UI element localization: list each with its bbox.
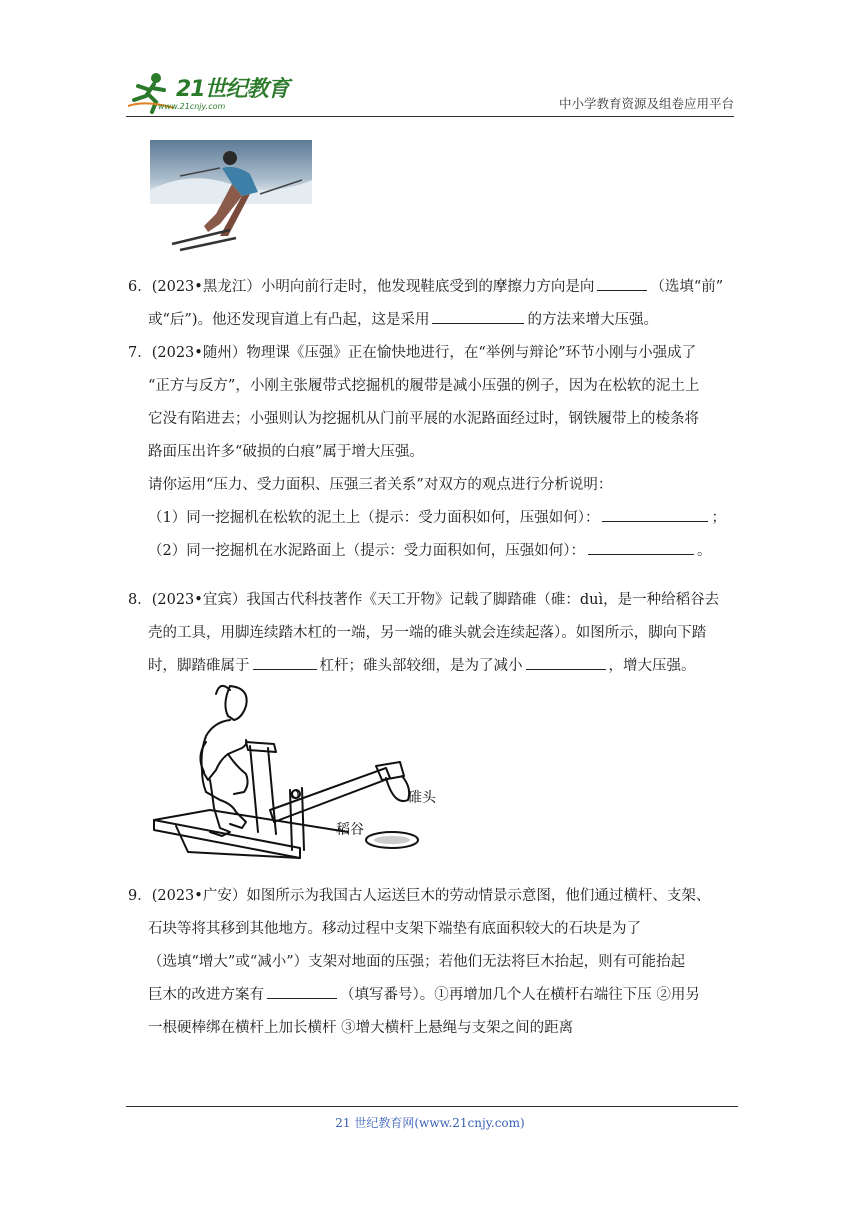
question-7 [128, 337, 738, 568]
q7-sub1-end: ； [711, 510, 726, 526]
q6-text-2: （选填“前” [650, 279, 724, 295]
question-8 [128, 584, 738, 683]
pestle-head-label: 碓头 [408, 790, 436, 806]
q6-text-1: 6．(2023•黑龙江）小明向前行走时，他发现鞋底受到的摩擦力方向是向 [128, 279, 595, 295]
q8-text-1: 时，脚踏碓属于 [148, 658, 250, 674]
q9-line-4 [128, 979, 738, 1012]
page-footer[interactable]: 21 世纪教育网(www.21cnjy.com) [335, 1116, 525, 1130]
q8-blank-1[interactable] [253, 653, 317, 670]
q7-line-1: 7．(2023•随州）物理课《压强》正在愉快地进行，在“举例与辩论”环节小刚与小强成了 [128, 345, 697, 361]
q9-text-1: 石块等将其移到其他地方。移动过程中支架下端垫有底面积较大的石块是为了 [148, 921, 641, 937]
q7-sub2-text: （2）同一挖掘机在水泥路面上（提示：受力面积如何，压强如何）： [148, 543, 585, 559]
q7-sub2-end: 。 [696, 543, 712, 559]
skier-image [150, 140, 312, 256]
q6-text-4: 的方法来增大压强。 [527, 312, 658, 328]
logo-url: www.21cnjy.com [158, 102, 226, 111]
logo-text: 21世纪教育 [176, 77, 289, 102]
q8-text-3: ，增大压强。 [608, 658, 696, 674]
q6-blank-2[interactable] [432, 307, 524, 324]
q7-line-5: 请你运用“压力、受力面积、压强三者关系”对双方的观点进行分析说明： [148, 477, 613, 493]
q8-blank-2[interactable] [526, 653, 606, 670]
q7-blank-2[interactable] [588, 538, 694, 555]
q6-text-3: 或“后”)。他还发现盲道上有凸起，这是采用 [148, 312, 430, 328]
q9-line-3: （选填“增大”或“减小”）支架对地面的压强；若他们无法将巨木抬起，则有可能抬起 [148, 954, 686, 970]
q7-sub-1 [128, 502, 738, 535]
foot-pestle-image [150, 682, 440, 864]
q7-line-3: 它没有陷进去；小强则认为挖掘机从门前平展的水泥路面经过时，钢铁履带上的棱条将 [148, 411, 699, 427]
q9-blank-2[interactable] [267, 982, 337, 999]
q9-text-3: （填写番号）。①再增加几个人在横杆右端往下压 ②用另 [340, 987, 700, 1003]
q9-text-2: 巨木的改进方案有 [148, 987, 264, 1003]
q7-sub-2 [128, 535, 738, 568]
q8-line-1: 8．(2023•宜宾）我国古代科技著作《天工开物》记载了脚踏碓（碓：duì，是一种给稻谷去 [128, 592, 720, 608]
page-header [126, 66, 734, 117]
rice-label: 稻谷 [336, 822, 364, 838]
q7-line-2: “正方与反方”，小刚主张履带式挖掘机的履带是减小压强的例子，因为在松软的泥土上 [148, 378, 700, 394]
question-6 [128, 271, 738, 337]
question-9 [128, 880, 738, 1045]
q9-line-5: 一根硬棒绑在横杆上加长横杆 ③增大横杆上悬绳与支架之间的距离 [148, 1020, 574, 1036]
q6-blank-1[interactable] [597, 274, 647, 291]
q7-sub1-text: （1）同一挖掘机在松软的泥土上（提示：受力面积如何，压强如何）： [148, 510, 600, 526]
q7-blank-1[interactable] [602, 505, 708, 522]
footer-divider [126, 1106, 738, 1107]
q6-line-2 [128, 304, 738, 337]
q8-line-2: 壳的工具，用脚连续踏木杠的一端，另一端的碓头就会连续起落）。如图所示，脚向下踏 [148, 625, 707, 641]
platform-title: 中小学教育资源及组卷应用平台 [558, 96, 734, 111]
q9-line-1: 9．(2023•广安）如图所示为我国古人运送巨木的劳动情景示意图，他们通过横杆、支架、 [128, 888, 711, 904]
site-logo [126, 70, 296, 114]
q7-line-4: 路面压出许多“破损的白痕”属于增大压强。 [148, 444, 424, 460]
q9-line-2 [128, 913, 738, 946]
q6-line-1 [128, 271, 738, 304]
q8-line-3 [128, 650, 738, 683]
pivot-label: O [290, 788, 300, 802]
q8-text-2: 杠杆；碓头部较细，是为了减小 [319, 658, 523, 674]
